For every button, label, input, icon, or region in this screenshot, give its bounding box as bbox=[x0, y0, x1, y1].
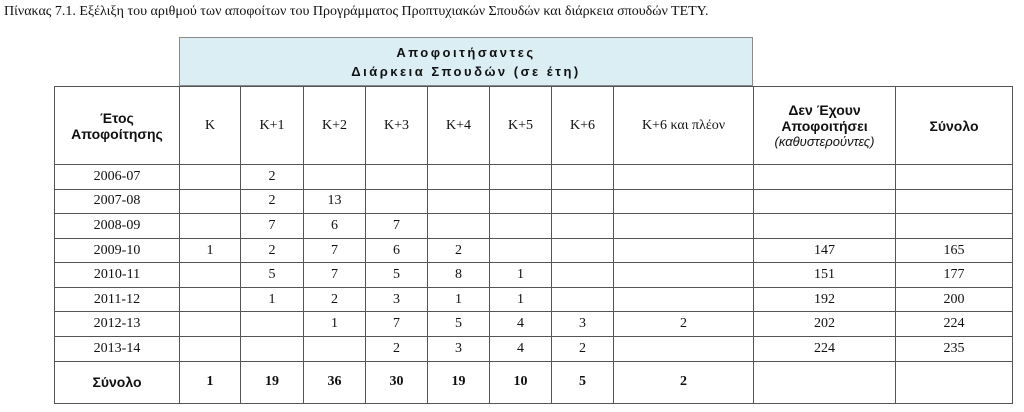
cell-k6 bbox=[552, 287, 614, 312]
table-row bbox=[55, 238, 1013, 263]
total-cell-k1: 19 bbox=[241, 361, 304, 404]
header-k6-plus: Κ+6 και πλέον bbox=[614, 87, 754, 165]
table-row bbox=[55, 263, 1013, 288]
cell-total: 200 bbox=[896, 287, 1013, 312]
cell-k6: 3 bbox=[552, 312, 614, 337]
cell-k6-plus bbox=[614, 189, 754, 214]
cell-k6-plus bbox=[614, 263, 754, 288]
cell-k6: 2 bbox=[552, 336, 614, 361]
cell-not-graduated bbox=[754, 214, 896, 239]
cell-k4 bbox=[428, 214, 490, 239]
header-total: Σύνολο bbox=[896, 87, 1013, 165]
cell-k bbox=[180, 336, 241, 361]
cell-k6-plus bbox=[614, 238, 754, 263]
cell-k1: 1 bbox=[241, 287, 304, 312]
cell-k6-plus bbox=[614, 336, 754, 361]
total-cell-total bbox=[896, 361, 1013, 404]
cell-k bbox=[180, 189, 241, 214]
cell-total: 235 bbox=[896, 336, 1013, 361]
cell-year: 2006-07 bbox=[55, 165, 180, 190]
header-k: Κ bbox=[180, 87, 241, 165]
cell-total bbox=[896, 165, 1013, 190]
cell-year: 2012-13 bbox=[55, 312, 180, 337]
cell-k5: 4 bbox=[490, 312, 552, 337]
total-cell-k3: 30 bbox=[366, 361, 428, 404]
cell-k5 bbox=[490, 165, 552, 190]
header-year: Έτος Αποφοίτησης bbox=[55, 87, 180, 165]
header-not-graduated-label: Δεν Έχουν Αποφοιτήσει bbox=[781, 102, 868, 135]
cell-k6-plus bbox=[614, 287, 754, 312]
table-row bbox=[55, 189, 1013, 214]
cell-k6 bbox=[552, 214, 614, 239]
header-row bbox=[55, 87, 1013, 165]
cell-k4 bbox=[428, 165, 490, 190]
table-row bbox=[55, 312, 1013, 337]
cell-not-graduated: 151 bbox=[754, 263, 896, 288]
header-k6: Κ+6 bbox=[552, 87, 614, 165]
cell-k5 bbox=[490, 238, 552, 263]
cell-k2: 7 bbox=[304, 263, 366, 288]
total-cell-k: 1 bbox=[180, 361, 241, 404]
group-header-subtitle: Διάρκεια Σπουδών (σε έτη) bbox=[351, 63, 581, 79]
cell-k3: 5 bbox=[366, 263, 428, 288]
cell-k1 bbox=[241, 336, 304, 361]
cell-k: 1 bbox=[180, 238, 241, 263]
header-not-graduated-note: (καθυστερούντες) bbox=[774, 134, 875, 150]
cell-k5: 4 bbox=[490, 336, 552, 361]
cell-year: 2007-08 bbox=[55, 189, 180, 214]
cell-k bbox=[180, 287, 241, 312]
cell-k3 bbox=[366, 165, 428, 190]
cell-k2 bbox=[304, 165, 366, 190]
cell-k4: 2 bbox=[428, 238, 490, 263]
header-k1: Κ+1 bbox=[241, 87, 304, 165]
table-row bbox=[55, 287, 1013, 312]
cell-k3: 2 bbox=[366, 336, 428, 361]
cell-k2: 7 bbox=[304, 238, 366, 263]
cell-total bbox=[896, 189, 1013, 214]
table-row bbox=[55, 336, 1013, 361]
graduates-table bbox=[54, 86, 1013, 404]
cell-k4 bbox=[428, 189, 490, 214]
total-cell-k5: 10 bbox=[490, 361, 552, 404]
header-k3: Κ+3 bbox=[366, 87, 428, 165]
cell-k1: 2 bbox=[241, 165, 304, 190]
cell-k2: 13 bbox=[304, 189, 366, 214]
cell-not-graduated: 224 bbox=[754, 336, 896, 361]
cell-total bbox=[896, 214, 1013, 239]
cell-year: 2008-09 bbox=[55, 214, 180, 239]
cell-k6 bbox=[552, 189, 614, 214]
cell-not-graduated: 192 bbox=[754, 287, 896, 312]
cell-k5 bbox=[490, 189, 552, 214]
cell-k3: 7 bbox=[366, 312, 428, 337]
cell-k3: 7 bbox=[366, 214, 428, 239]
cell-year: 2011-12 bbox=[55, 287, 180, 312]
total-cell-k4: 19 bbox=[428, 361, 490, 404]
cell-k5: 1 bbox=[490, 263, 552, 288]
group-header-title: Αποφοιτήσαντες bbox=[396, 44, 536, 60]
cell-k2: 2 bbox=[304, 287, 366, 312]
table-caption: Πίνακας 7.1. Εξέλιξη του αριθμού των αποφοίτων του Προγράμματος Προπτυχιακών Σπουδών και διάρκεια σπουδών ΤΕΤΥ. bbox=[4, 4, 709, 19]
cell-year: 2009-10 bbox=[55, 238, 180, 263]
cell-k4: 8 bbox=[428, 263, 490, 288]
cell-k5 bbox=[490, 214, 552, 239]
total-row bbox=[55, 361, 1013, 404]
cell-k bbox=[180, 263, 241, 288]
header-not-graduated bbox=[754, 87, 896, 165]
cell-k bbox=[180, 214, 241, 239]
cell-total: 224 bbox=[896, 312, 1013, 337]
cell-k bbox=[180, 165, 241, 190]
cell-k5: 1 bbox=[490, 287, 552, 312]
total-cell-k2: 36 bbox=[304, 361, 366, 404]
header-k5: Κ+5 bbox=[490, 87, 552, 165]
cell-k2: 1 bbox=[304, 312, 366, 337]
total-cell-k6: 5 bbox=[552, 361, 614, 404]
cell-k3: 3 bbox=[366, 287, 428, 312]
cell-total: 177 bbox=[896, 263, 1013, 288]
cell-not-graduated bbox=[754, 189, 896, 214]
total-cell-k6-plus: 2 bbox=[614, 361, 754, 404]
cell-year: 2010-11 bbox=[55, 263, 180, 288]
cell-total: 165 bbox=[896, 238, 1013, 263]
cell-k2 bbox=[304, 336, 366, 361]
table-body bbox=[55, 165, 1013, 404]
group-header bbox=[179, 37, 753, 86]
cell-k6-plus: 2 bbox=[614, 312, 754, 337]
cell-k1 bbox=[241, 312, 304, 337]
cell-k6 bbox=[552, 238, 614, 263]
table-row bbox=[55, 165, 1013, 190]
cell-k1: 5 bbox=[241, 263, 304, 288]
cell-k2: 6 bbox=[304, 214, 366, 239]
cell-k1: 2 bbox=[241, 189, 304, 214]
cell-k4: 1 bbox=[428, 287, 490, 312]
cell-not-graduated: 147 bbox=[754, 238, 896, 263]
cell-k6-plus bbox=[614, 214, 754, 239]
cell-k6-plus bbox=[614, 165, 754, 190]
cell-k3 bbox=[366, 189, 428, 214]
cell-k bbox=[180, 312, 241, 337]
total-cell-not-graduated bbox=[754, 361, 896, 404]
table-row bbox=[55, 214, 1013, 239]
cell-k3: 6 bbox=[366, 238, 428, 263]
cell-k4: 3 bbox=[428, 336, 490, 361]
cell-k6 bbox=[552, 165, 614, 190]
cell-k6 bbox=[552, 263, 614, 288]
cell-year: 2013-14 bbox=[55, 336, 180, 361]
header-k4: Κ+4 bbox=[428, 87, 490, 165]
cell-k4: 5 bbox=[428, 312, 490, 337]
cell-k1: 2 bbox=[241, 238, 304, 263]
cell-not-graduated: 202 bbox=[754, 312, 896, 337]
cell-k1: 7 bbox=[241, 214, 304, 239]
cell-not-graduated bbox=[754, 165, 896, 190]
total-label: Σύνολο bbox=[55, 361, 180, 404]
header-k2: Κ+2 bbox=[304, 87, 366, 165]
